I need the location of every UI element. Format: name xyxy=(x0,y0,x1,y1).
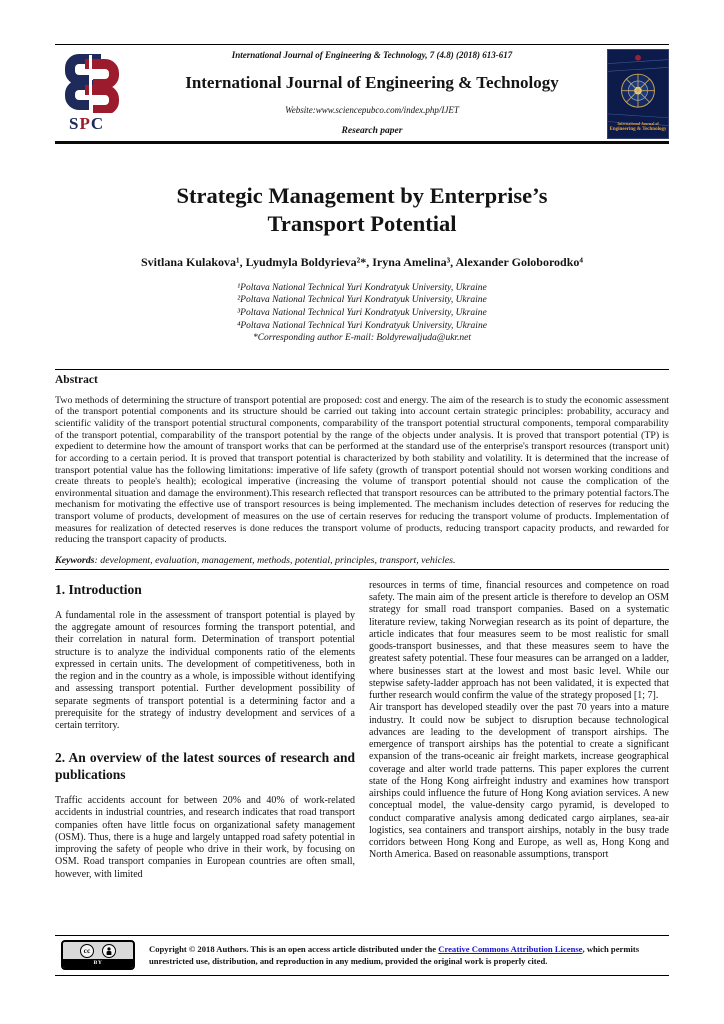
paper-type-label: Research paper xyxy=(341,125,403,136)
affiliation-line: ³Poltava National Technical Yuri Kondratyuk University, Ukraine xyxy=(237,307,487,318)
copyright-text xyxy=(149,943,669,967)
cc-by-badge xyxy=(61,940,135,970)
corresponding-author-line: *Corresponding author E-mail: Boldyrewaljuda@ukr.net xyxy=(252,333,472,344)
affiliation-line: ⁴Poltava National Technical Yuri Kondratyuk University, Ukraine xyxy=(237,320,487,331)
spc-logo-icon xyxy=(63,51,121,113)
article-title: Strategic Management by Enterprise’s Transport Potential xyxy=(176,183,548,237)
journal-cover-image xyxy=(607,49,669,139)
journal-header xyxy=(55,45,669,141)
introduction-paragraph: A fundamental role in the assessment of transport potential is played by the aggregate amount of resources forming the transport potential, and their correlation in natural form. Determination of transport potential structure is to analyze the individual components ratio of the elements expressed in certain units. The development of competitiveness, both in the region and in the country as a whole, is impossible without identifying and assessing transport potential. Further development possibility of separate segments of transport potential is a determining factor and a prerequisite for the strategy of industry development and services of a certain territory. xyxy=(55,609,355,732)
affiliation-line: ²Poltava National Technical Yuri Kondratyuk University, Ukraine xyxy=(237,295,487,306)
spc-logo-text: SPC xyxy=(69,114,105,133)
abstract-text: Two methods of determining the structure of transport potential are proposed: cost and energy. The aim of the research is to study the economic assessment of the transport potential components and its structure should be carried out taking into account certain strategic principles: probability, accuracy and scientific validity of the transport potential structural components, comparability of the transport potential structural components, temporal comparability of the transport potential, comparability of the transport potential by the range of the objects under analysis. It is proved that transport potential (TP) is expedient to determine how the amount of transport works that can be performed at the standard use of the enterprise's transport resources (transport unit) for according to a certain period. It is proved that transport potential is characterized by both stability and volatility. It is determined that the increase of transport potential value has the following limitations: imperative of life safety (growth of transport potential should not worsen working conditions and create threats to people's health); ecological imperative (increasing the volume of transport potential should not cause the complication of the environmental situation and damage the environment).This research reflected that transport resources can be attributed to the primary potential factors.The mechanism for motivating the effective use of transport resources is being implemented. The mechanism includes detection of reserves for reducing the transport volume of products, development of measures on the use of certain reserves for reducing the transport volume of products. Implementation of measures for realization of detected reserves is done reduces the transport volume of products, reducing transport capacity products, and rewarded for reducing the transport capacity of products. xyxy=(55,394,669,546)
journal-title: International Journal of Engineering & Technology xyxy=(185,73,559,93)
affiliations-block xyxy=(55,282,669,345)
section-heading-introduction: 1. Introduction xyxy=(55,581,142,597)
affiliation-line: ¹Poltava National Technical Yuri Kondratyuk University, Ukraine xyxy=(237,282,487,293)
journal-masthead xyxy=(141,45,603,141)
abstract-heading: Abstract xyxy=(55,373,98,386)
keywords-line xyxy=(55,555,669,566)
overview-paragraph: Traffic accidents account for between 20% and 40% of work-related accidents in industrial countries, and research indicates that road transport companies often have little focus on organizational safety management (OSM). Thus, there is a huge and largely untapped road safety potential in improving the safety of people who drive in their work, by focusing on OSM. Road transport companies in European countries are often small, however, with limited xyxy=(55,795,355,880)
left-column xyxy=(55,580,355,902)
keywords-list: : development, evaluation, management, methods, potential, principles, transport, vehicles. xyxy=(94,554,456,566)
journal-cover xyxy=(603,45,669,141)
authors-line: Svitlana Kulakova¹, Lyudmyla Boldyrieva²*, Iryna Amelina³, Alexander Goloborodko⁴ xyxy=(140,254,584,269)
creative-commons-license-link[interactable]: Creative Commons Attribution License xyxy=(438,943,583,954)
right-column-paragraph-1: resources in terms of time, financial resources and competence on road safety. The main aim of the present article is therefore to develop an OSM strategy for small road transport companies. Based on a systematic literature review, taking Norwegian research as its point of departure, the article indicates that four measures seem to be most realistic for small goods-transport businesses, and that these measures seem to have the greatest safety potential. These four measures can be arranged on a ladder, where businesses start at the lowest and most basic level. While our stepwise safety-ladder approach has not been validated, it is expected that further research would confirm the value of the strategy proposed [1; 7]. xyxy=(369,579,669,702)
publisher-logo xyxy=(55,45,141,141)
copyright-before-link: Copyright © 2018 Authors. This is an open access article distributed under the xyxy=(149,943,439,954)
person-attribution-icon xyxy=(102,944,116,958)
journal-website: Website:www.sciencepubco.com/index.php/IJET xyxy=(285,104,459,115)
keywords-label: Keywords xyxy=(55,554,95,566)
abstract-top-rule xyxy=(55,369,669,370)
cc-by-label: BY xyxy=(63,959,133,968)
copyright-after-link: , which permits unrestricted use, distribution, and reproduction in any medium, provided the original work is properly cited. xyxy=(149,943,640,966)
license-footer xyxy=(55,935,669,976)
right-column xyxy=(369,580,669,902)
cover-title-text: International Journal of Engineering & Technology xyxy=(609,121,667,132)
right-column-paragraph-2: Air transport has developed steadily over the past 70 years into a mature industry. It could now be subject to disruption because technological advances are leading to the development of transport airships. The emergence of transport airships has the potential to create a significant expansion of the trans-oceanic air freight markets, increase geographical coverage and alter world trade patterns. This paper explores the current state of the Hong Kong airfreight industry and examines how transport airships could influence the future of Hong Kong aviation services. A new conceptual model, the value-density cargo pyramid, is developed to conduct comparative analysis among dedicated cargo airplanes, sea-air logistics, sea containers and transport airships, notably in the busy trade corridors between Hong Kong and Europe, as well as, Hong Kong and North America. Based on reasonable assumptions, transport xyxy=(369,702,669,861)
section-heading-overview: 2. An overview of the latest sources of research and publications xyxy=(55,750,355,783)
footer-bottom-rule xyxy=(55,975,669,976)
cc-icon: cc xyxy=(80,944,94,958)
body-columns xyxy=(55,580,669,902)
header-bottom-rule xyxy=(55,141,669,144)
journal-citation: International Journal of Engineering & Technology, 7 (4.8) (2018) 613-617 xyxy=(231,50,513,60)
abstract-bottom-rule xyxy=(55,569,669,570)
